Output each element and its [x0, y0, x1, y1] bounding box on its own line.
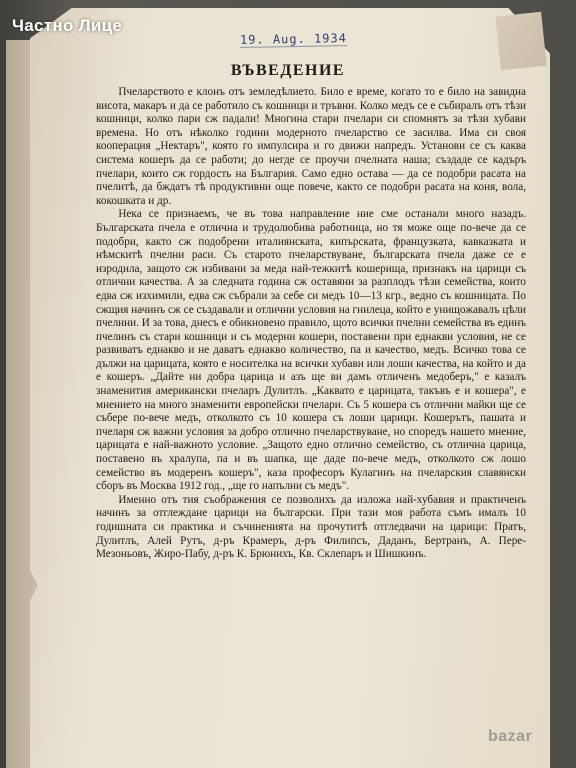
document-body [96, 86, 526, 562]
paragraph-2: Нека се признаeмъ, че въ това направление ние сме останали много назадъ. Българската пчела е отлична и трудолюбива работница, но тя може още по-вече да се подобри, както сж подобрени италиянската, кипърската, французката, кавказката и нѣмскитѣ пчелни раси. Съ старото пчеларствуване, българската пчела даже се е изродила, защото сж избивани за меда най-тежкитѣ кошерища, признакъ на царици съ отлични качества. А за следната година сж оставяни за разплодъ тѣзи семейства, които едва сж изхимили, едва сж събрали за себе си медъ 10—13 кгр., ведно съ кошницата. По сжщия начинъ сж се създавали и отлични условия на гнилеца, който е унищожавалъ цѣли пчелини. И за това, днесъ е обикновено правило, щото всички пчелни семейства въ единъ пчелинъ съ стари кошници и съ модерни кошери, поставени при еднакви условия, не се развиватъ еднакво и не даватъ еднакво количество, па и качество, медъ. Всичко това се дължи на царицата, която е носителка на всички хубави или лоши качества, на който и да е кошеръ. „Дайте ни добра царица и азъ ще ви дамъ отличенъ медоберъ," е казалъ знаменития американски пчеларъ Дулитлъ. „Каквато е царицата, такъвъ е и кошера", е мнението на много знаменити европейски пчелари. Съ 5 кошера съ отлични майки ще се събере по-вече медъ, отколкото съ 10 кошера съ лоши царици. Кошерътъ, пашата и пчеларя сж важни условия за добро отлично пчеларствуване, но споредъ нашето мнение, царицата е най-важното условие. „Защото едно отлично семейство, съ отлична царица, поставено въ хралупа, па и въ шапка, ще даде по-вече медъ, отколкото сж лошо семейство въ модеренъ кошеръ", каза професоръ Кулагинъ на пчеларския славянски сборъ въ Москва 1912 год., „ще го напълни съ медъ". [96, 208, 526, 493]
paragraph-1: Пчеларството е клонъ отъ земледѣлието. Било е време, когато то е било на завидна висота, макаръ и да се работило съ кошници и тръвни. Колко медъ се е събиралъ отъ тѣзи кошници, колко пари сж падали! Многина стари пчелари си спомнятъ за тѣзи хубави времена. Но отъ нѣколко години модерното пчеларство се засилва. Има си своя кооперация „Нектаръ", която го импулсира и го движи напредъ. Установи се съ каква система кошеръ да се работи; до негде се проучи пчелната нашa; създаде се кадъръ пчелари, които сж гордость на България. Само едно остава — да се подобри расата на пчелитѣ, да бждатъ тѣ продуктивни още повече, както се подобри расата на коня, вола, кокошката и др. [96, 86, 526, 207]
site-logo: bazar [488, 728, 533, 745]
seller-watermark: Частно Лице [12, 16, 123, 35]
date-stamp: 19. Aug. 1934 [239, 31, 348, 47]
paragraph-3: Именно отъ тия съображения се позволихъ да изложа най-хубавия и практиченъ начинъ за отглеждане царици на български. При тази моя работа съмъ ималъ 10 годишната си практика и съчиненията на прочутитѣ отгледвачи на царици: Пратъ, Дулитлъ, Алей Рутъ, д-ръ Крамеръ, д-ръ Филипсъ, Даданъ, Бертранъ, А. Пере-Мезоньовъ, Жиро-Пабу, д-ръ К. Брюнихъ, Кв. Склепаръ и Шишкинъ. [96, 493, 526, 561]
page-title: ВЪВЕДЕНИЕ [230, 62, 346, 79]
